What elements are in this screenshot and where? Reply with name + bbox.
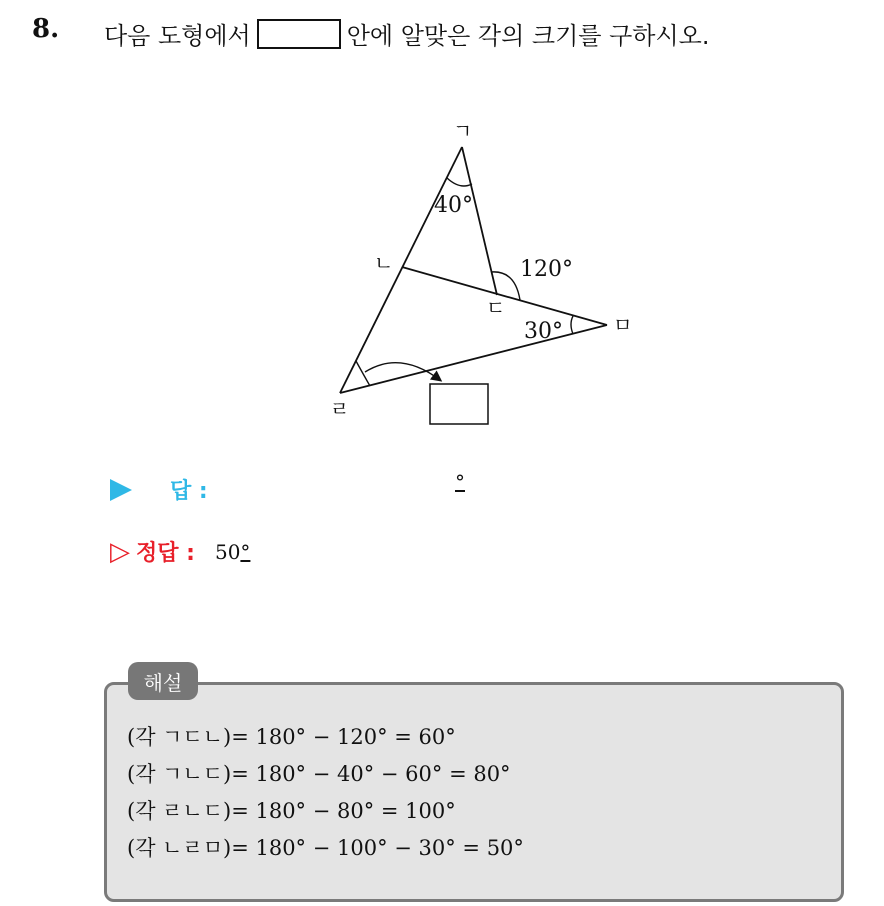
explanation-line-3: (각 ㄹㄴㄷ)= 180° − 80° = 100° <box>127 799 456 823</box>
angle-arc-bottom <box>356 361 370 386</box>
correct-answer-number: 50 <box>214 539 241 564</box>
vertex-label-c: ㄷ <box>486 296 506 320</box>
explanation-line-4: (각 ㄴㄹㅁ)= 180° − 100° − 30° = 50° <box>127 836 524 860</box>
correct-answer-unit: ° <box>240 539 251 564</box>
correct-answer-row <box>110 536 250 567</box>
answer-row <box>110 474 208 505</box>
angle-arc-top <box>447 178 472 186</box>
segment-d-e <box>340 325 607 393</box>
correct-answer-value <box>215 540 250 564</box>
explanation-tab: 해설 <box>128 662 198 700</box>
question-text <box>104 16 709 51</box>
angle-label-right: 30° <box>524 319 563 344</box>
figure-answer-box <box>430 384 488 424</box>
correct-answer-label: 정답 : <box>136 541 195 566</box>
question-blank-box <box>257 19 341 49</box>
angle-arc-right <box>571 316 573 334</box>
question-number: 8. <box>32 14 60 44</box>
segment-a-d <box>340 147 462 393</box>
vertex-label-b: ㄴ <box>374 251 394 275</box>
vertex-label-a: ㄱ <box>453 119 473 143</box>
explanation-line-2: (각 ㄱㄴㄷ)= 180° − 40° − 60° = 80° <box>127 762 511 786</box>
vertex-label-e: ㅁ <box>613 313 633 337</box>
question-text-after: 안에 알맞은 각의 크기를 구하시오. <box>346 22 710 50</box>
vertex-label-d: ㄹ <box>330 397 350 421</box>
answer-marker-icon <box>110 479 132 501</box>
explanation-line-1: (각 ㄱㄷㄴ)= 180° − 120° = 60° <box>127 725 456 749</box>
answer-label: 답 : <box>170 479 208 504</box>
figure-svg <box>310 110 650 440</box>
segment-a-c <box>462 147 497 295</box>
triangle-figure <box>310 110 650 440</box>
explanation-box <box>104 682 844 902</box>
question-text-before: 다음 도형에서 <box>104 22 251 50</box>
angle-label-top: 40° <box>434 193 473 218</box>
angle-label-exterior: 120° <box>520 257 573 282</box>
answer-field[interactable]: ° <box>455 470 465 494</box>
correct-marker-icon: ▷ <box>110 536 130 567</box>
